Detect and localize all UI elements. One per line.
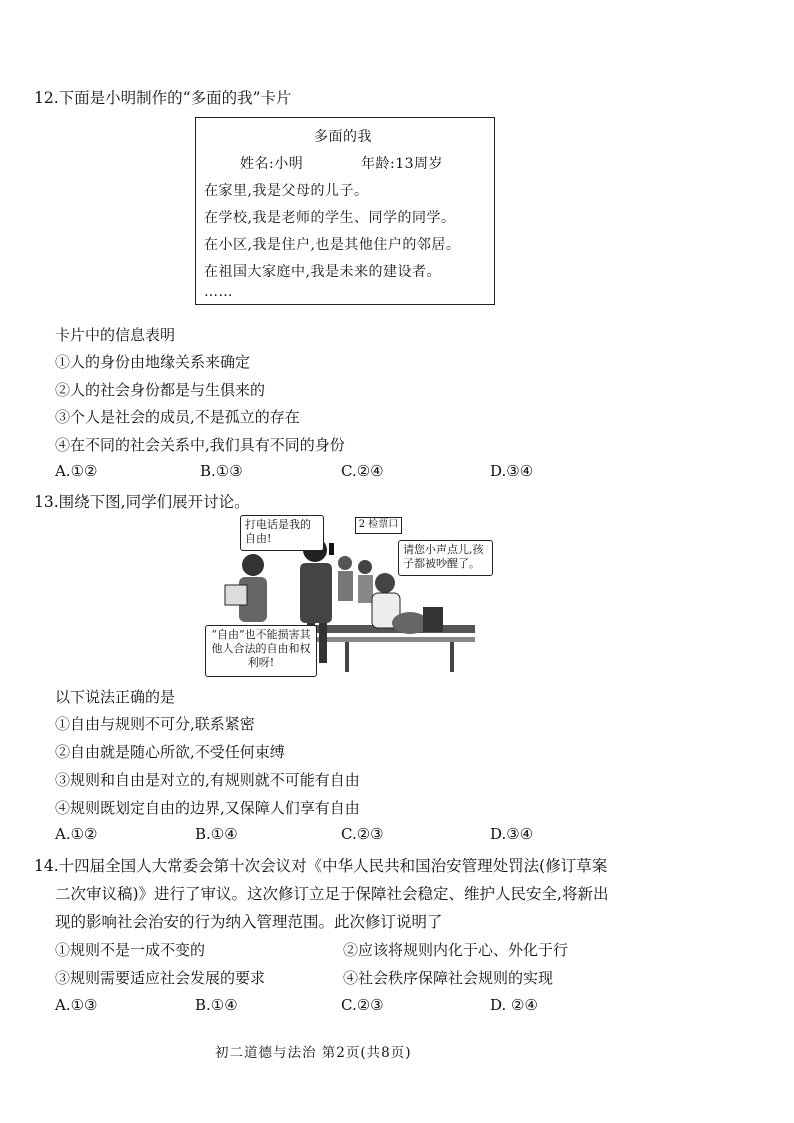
page-footer: 初二道德与法治 第2页(共8页) <box>215 1045 412 1061</box>
q13-option-b[interactable]: B.①④ <box>195 825 238 843</box>
q14-stem-line: 二次审议稿)》进行了审议。这次修订立足于保障社会稳定、维护人民安全,将新出 <box>55 885 609 903</box>
speech-bubble-mother: 请您小声点儿,孩子都被吵醒了。 <box>398 540 493 576</box>
q12-item: ④在不同的社会关系中,我们具有不同的身份 <box>55 436 345 454</box>
q14-option-b[interactable]: B.①④ <box>195 996 238 1014</box>
q12-option-c[interactable]: C.②④ <box>341 462 384 480</box>
card-line: 在家里,我是父母的儿子。 <box>204 183 369 199</box>
q12-option-a[interactable]: A.①② <box>55 462 98 480</box>
q14-option-a[interactable]: A.①③ <box>55 996 98 1014</box>
q14-stem-line: 14.十四届全国人大常委会第十次会议对《中华人民共和国治安管理处罚法(修订草案 <box>34 857 608 875</box>
q13-option-d[interactable]: D.③④ <box>490 825 534 843</box>
q12-item: ③个人是社会的成员,不是孤立的存在 <box>55 408 300 426</box>
card-line: 在学校,我是老师的学生、同学的同学。 <box>204 210 456 226</box>
q13-stem: 13.围绕下图,同学们展开讨论。 <box>34 493 250 511</box>
cartoon-image <box>205 515 500 683</box>
q14-item: ④社会秩序保障社会规则的实现 <box>343 969 554 987</box>
q13-option-c[interactable]: C.②③ <box>341 825 384 843</box>
q12-stem: 12.下面是小明制作的“多面的我”卡片 <box>34 89 292 107</box>
q12-item: ①人的身份由地缘关系来确定 <box>55 353 251 371</box>
q12-option-d[interactable]: D.③④ <box>490 462 534 480</box>
speech-bubble-freedom: “自由”也不能损害其他人合法的自由和权利呀! <box>205 625 317 677</box>
q13-item: ①自由与规则不可分,联系紧密 <box>55 715 255 733</box>
q14-option-c[interactable]: C.②③ <box>341 996 384 1014</box>
q12-lead: 卡片中的信息表明 <box>55 326 176 344</box>
speech-bubble-phone: 打电话是我的自由! <box>240 515 324 551</box>
q14-stem-line: 现的影响社会治安的行为纳入管理范围。此次修订说明了 <box>55 913 443 931</box>
q14-item: ②应该将规则内化于心、外化于行 <box>343 941 569 959</box>
q13-lead: 以下说法正确的是 <box>55 688 176 706</box>
identity-card <box>195 117 495 305</box>
card-ellipsis: …… <box>204 284 233 300</box>
q13-item: ②自由就是随心所欲,不受任何束缚 <box>55 743 285 761</box>
q12-option-b[interactable]: B.①③ <box>200 462 243 480</box>
q14-item: ③规则需要适应社会发展的要求 <box>55 969 266 987</box>
q13-item: ④规则既划定自由的边界,又保障人们享有自由 <box>55 799 360 817</box>
card-title: 多面的我 <box>314 129 372 145</box>
ticket-gate-sign: 2 检票口 <box>355 517 402 534</box>
q12-item: ②人的社会身份都是与生俱来的 <box>55 381 266 399</box>
q13-option-a[interactable]: A.①② <box>55 825 98 843</box>
q13-item: ③规则和自由是对立的,有规则就不可能有自由 <box>55 771 360 789</box>
card-age: 年龄:13周岁 <box>361 156 444 172</box>
card-name: 姓名:小明 <box>240 156 304 172</box>
q14-item: ①规则不是一成不变的 <box>55 941 206 959</box>
q14-option-d[interactable]: D. ②④ <box>490 996 538 1014</box>
card-line: 在祖国大家庭中,我是未来的建设者。 <box>204 264 441 280</box>
card-line: 在小区,我是住户,也是其他住户的邻居。 <box>204 237 461 253</box>
